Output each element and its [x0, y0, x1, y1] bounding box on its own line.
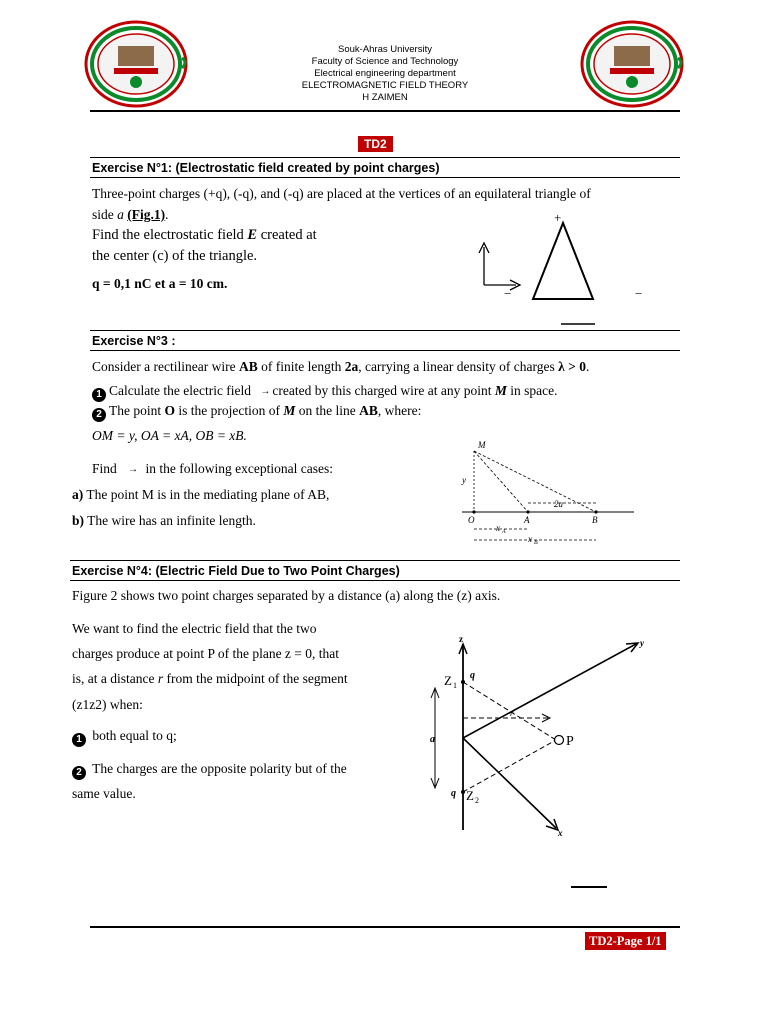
- fig2-two-charges-diagram: [418, 630, 658, 840]
- fig2-label-z: z: [459, 634, 463, 644]
- fig1-minus-left: −: [504, 286, 512, 301]
- ex3-case-a: a) The point M is in the mediating plane of AB,: [72, 487, 330, 502]
- fig1-link[interactable]: (Fig.1): [127, 207, 166, 222]
- ex1-title: Exercise N°1: (Electrostatic field created by point charges): [92, 161, 440, 175]
- course-name: ELECTROMAGNETIC FIELD THEORY: [301, 80, 469, 91]
- ex4-top-rule: [70, 560, 680, 561]
- fig2-label-P: P: [566, 734, 574, 749]
- fig1-minus-right: −: [635, 286, 643, 301]
- fig2-label-r: r: [510, 708, 514, 718]
- fig-label-B: B: [592, 515, 598, 525]
- end-mark: [571, 886, 607, 888]
- bullet-2: 2: [72, 766, 86, 780]
- ex4-p2: charges produce at point P of the plane z = 0, that: [72, 646, 340, 661]
- fig2-label-q2: q: [451, 788, 456, 799]
- ex4-p3: is, at a distance r from the midpoint of the segment: [72, 671, 348, 686]
- fig2-label-x: x: [558, 828, 563, 838]
- fig2-label-Z2: Z: [466, 788, 474, 803]
- ex3-find-line: Find → in the following exceptional cases:: [92, 461, 333, 476]
- page-footer-tag: TD2-Page 1/1: [585, 932, 666, 950]
- td2-badge: TD2: [358, 136, 393, 152]
- fig-label-xB: x: [528, 534, 532, 544]
- ex1-bottom-rule: [90, 177, 680, 178]
- fig-label-2a: 2a: [554, 499, 563, 509]
- fig-label-xB-sub: B: [534, 540, 538, 546]
- ex4-intro: Figure 2 shows two point charges separated by a distance (a) along the (z) axis.: [72, 588, 501, 603]
- ex4-bullet2: 2 The charges are the opposite polarity but of the: [72, 761, 347, 780]
- ex4-bullet2-cont: same value.: [72, 786, 136, 801]
- fig-label-xA: x: [496, 523, 500, 533]
- university-logo-right: [580, 20, 684, 108]
- ex1-line3: Find the electrostatic field E created at: [92, 227, 317, 243]
- bullet-2: 2: [92, 408, 106, 422]
- ex4-bottom-rule: [70, 580, 680, 581]
- ex3-bullet2: 2 The point O is the projection of M on the line AB, where:: [92, 403, 421, 422]
- ex1-top-rule: [90, 157, 680, 158]
- fig2-label-Z2-sub: 2: [475, 796, 479, 805]
- ex1-line4: the center (c) of the triangle.: [92, 248, 258, 264]
- ex1-values: q = 0,1 nC et a = 10 cm.: [92, 276, 228, 291]
- bullet-1: 1: [92, 388, 106, 402]
- fig1-plus-label: +: [554, 210, 562, 225]
- header-block: [240, 44, 530, 104]
- author-name: H ZAIMEN: [362, 92, 408, 103]
- footer-divider: [90, 926, 680, 928]
- fig-wire-diagram: [452, 437, 638, 547]
- ex4-title: Exercise N°4: (Electric Field Due to Two Point Charges): [72, 564, 400, 578]
- ex3-bullet1: 1 Calculate the electric field → created by this charged wire at any point M in space.: [92, 383, 557, 402]
- ex3-line1: Consider a rectilinear wire AB of finite length 2a, carrying a linear density of charges λ > 0.: [92, 359, 590, 374]
- fig-label-xA-sub: A: [502, 529, 506, 535]
- fig2-label-q1: q: [470, 670, 475, 681]
- university-name: Souk-Ahras University: [338, 44, 432, 55]
- fig2-label-Z1-sub: 1: [453, 681, 457, 690]
- fig-label-y: y: [462, 475, 466, 485]
- university-logo-left: [84, 20, 188, 108]
- fig2-label-y: y: [640, 638, 644, 648]
- ex3-bottom-rule: [90, 350, 680, 351]
- ex3-title: Exercise N°3 :: [92, 334, 176, 348]
- faculty-name: Faculty of Science and Technology: [311, 56, 459, 67]
- header-divider: [90, 110, 680, 112]
- ex1-line2: side a (Fig.1).: [92, 207, 169, 222]
- fig-label-O: O: [468, 515, 475, 525]
- ex4-bullet1: 1 both equal to q;: [72, 728, 177, 747]
- ex1-line1: Three-point charges (+q), (-q), and (-q) are placed at the vertices of an equilateral triangle of: [92, 186, 591, 201]
- fig-label-A: A: [524, 515, 530, 525]
- bullet-1: 1: [72, 733, 86, 747]
- fig-label-M: M: [478, 440, 486, 450]
- ex3-equation: OM = y, OA = xA, OB = xB.: [92, 428, 247, 443]
- ex3-case-b: b) The wire has an infinite length.: [72, 513, 256, 528]
- fig2-label-a: a: [430, 734, 435, 745]
- department-name: Electrical engineering department: [314, 68, 456, 79]
- ex4-p1: We want to find the electric field that the two: [72, 621, 317, 636]
- ex3-top-rule: [90, 330, 680, 331]
- fig2-label-Z1: Z: [444, 673, 452, 688]
- fig1-triangle-diagram: [470, 205, 670, 330]
- ex4-p4: (z1z2) when:: [72, 697, 143, 712]
